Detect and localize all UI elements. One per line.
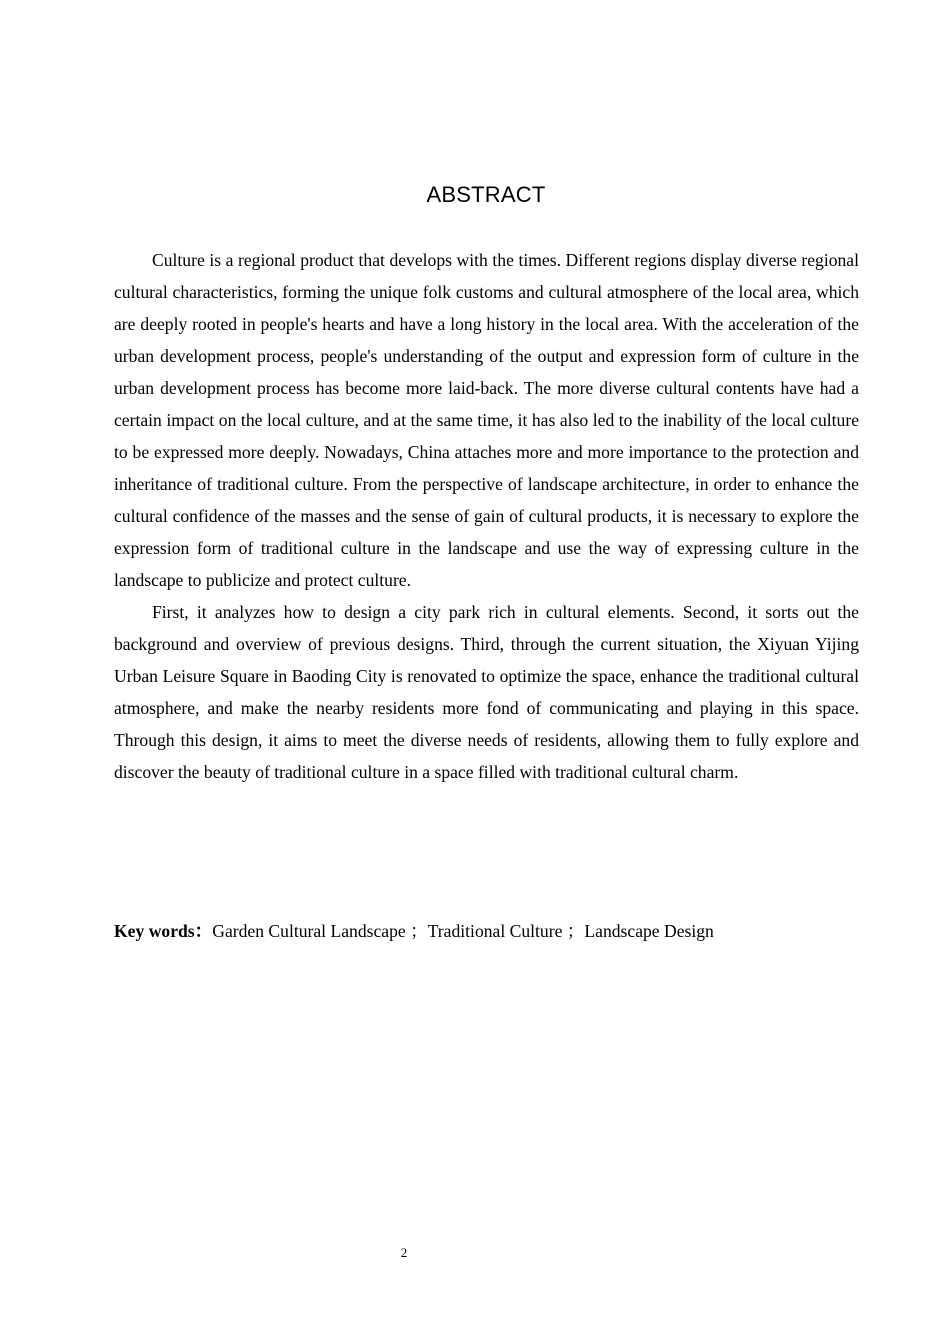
keywords-line [114, 915, 859, 947]
keywords-label: Key words： [114, 921, 213, 941]
abstract-paragraph-2: First, it analyzes how to design a city park rich in cultural elements. Second, it sorts out the background and overview of previous designs. Third, through the current situation, the Xiyuan Yijing Urban Leisure Square in Baoding City is renovated to optimize the space, enhance the traditional cultural atmosphere, and make the nearby residents more fond of communicating and playing in this space. Through this design, it aims to meet the diverse needs of residents, allowing them to fully explore and discover the beauty of traditional culture in a space filled with traditional cultural charm. [114, 602, 859, 782]
abstract-paragraph-1: Culture is a regional product that develops with the times. Different regions display diverse regional cultural characteristics, forming the unique folk customs and cultural atmosphere of the local area, which are deeply rooted in people's hearts and have a long history in the local area. With the acceleration of the urban development process, people's understanding of the output and expression form of culture in the urban development process has become more laid-back. The more diverse cultural contents have had a certain impact on the local culture, and at the same time, it has also led to the inability of the local culture to be expressed more deeply. Nowadays, China attaches more and more importance to the protection and inheritance of traditional culture. From the perspective of landscape architecture, in order to enhance the cultural confidence of the masses and the sense of gain of cultural products, it is necessary to explore the expression form of traditional culture in the landscape and use the way of expressing culture in the landscape to publicize and protect culture. [114, 250, 859, 590]
abstract-title: ABSTRACT [426, 182, 546, 207]
abstract-body [114, 244, 859, 788]
page-number: 2 [400, 1245, 408, 1260]
keywords-text: Garden Cultural Landscape ；Traditional Culture ；Landscape Design [212, 921, 714, 941]
